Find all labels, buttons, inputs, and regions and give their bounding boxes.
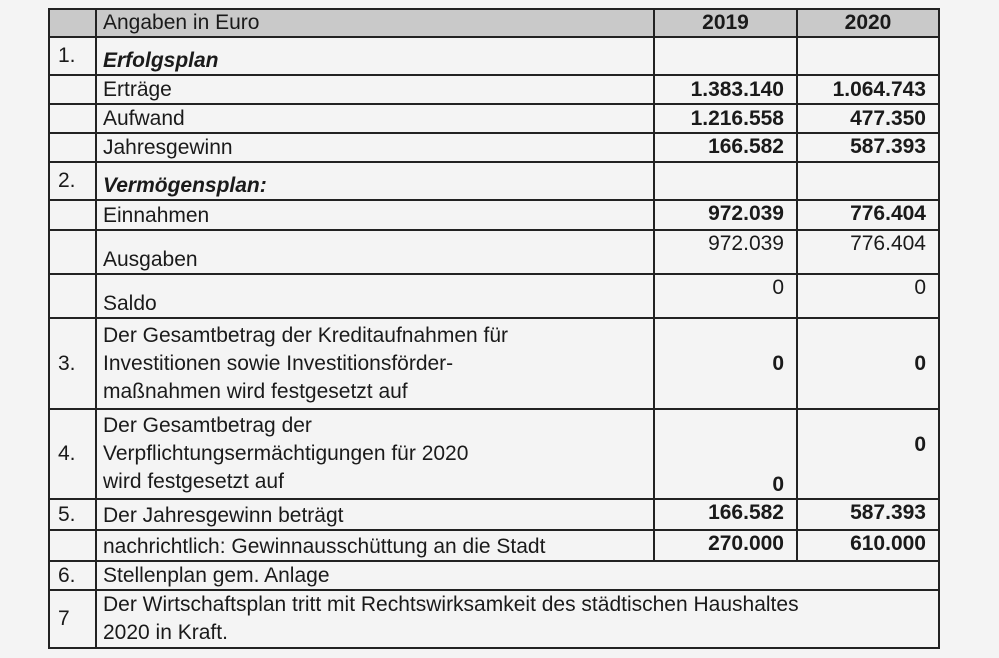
row-label	[96, 590, 939, 648]
table-row	[49, 104, 939, 133]
empty-cell	[49, 133, 96, 162]
label-line: wird festgesetzt auf	[103, 470, 284, 493]
value-2019: 972.039	[654, 200, 797, 230]
empty-cell	[49, 104, 96, 133]
header-2020: 2020	[797, 9, 939, 37]
value-2019: 0	[654, 409, 797, 499]
table-row	[49, 499, 939, 530]
value-2019: 166.582	[654, 133, 797, 162]
value-2019: 270.000	[654, 530, 797, 561]
row-label	[96, 409, 654, 499]
header-index-cell	[49, 9, 96, 37]
row-number: 4.	[49, 409, 96, 499]
row-label: nachrichtlich: Gewinnausschüttung an die Stadt	[96, 530, 654, 561]
row-label: Saldo	[96, 274, 654, 318]
value-2020: 776.404	[797, 230, 939, 274]
header-label: Angaben in Euro	[96, 9, 654, 37]
table-row	[49, 75, 939, 104]
row-label: Einnahmen	[96, 200, 654, 230]
row-number: 7	[49, 590, 96, 648]
row-number: 1.	[49, 37, 96, 75]
row-label: Jahresgewinn	[96, 133, 654, 162]
value-2020: 0	[797, 318, 939, 409]
row-label: Erträge	[96, 75, 654, 104]
label-line: Investitionen sowie Investitionsförder-	[103, 351, 454, 375]
value-2019: 166.582	[654, 499, 797, 530]
empty-cell	[49, 75, 96, 104]
value-2020: 0	[797, 274, 939, 318]
table-row	[49, 409, 939, 499]
table-row	[49, 274, 939, 318]
table-row	[49, 530, 939, 561]
empty-cell	[49, 230, 96, 274]
value-2020: 776.404	[797, 200, 939, 230]
label-line: maßnahmen wird festgesetzt auf	[103, 379, 408, 403]
row-number: 3.	[49, 318, 96, 409]
value-2020: 587.393	[797, 499, 939, 530]
empty-cell	[654, 37, 797, 75]
value-2020: 610.000	[797, 530, 939, 561]
empty-cell	[49, 200, 96, 230]
label-line: 2020 in Kraft.	[103, 621, 228, 644]
section-erfolgsplan-row	[49, 37, 939, 75]
empty-cell	[49, 274, 96, 318]
table-row	[49, 230, 939, 274]
label-line: Der Gesamtbetrag der	[103, 414, 312, 437]
value-2019: 1.216.558	[654, 104, 797, 133]
empty-cell	[797, 37, 939, 75]
row-label	[96, 318, 654, 409]
empty-cell	[797, 162, 939, 200]
empty-cell	[654, 162, 797, 200]
value-2019: 1.383.140	[654, 75, 797, 104]
budget-table	[48, 8, 940, 649]
section-vermoegensplan-row	[49, 162, 939, 200]
value-2020: 477.350	[797, 104, 939, 133]
label-line: Verpflichtungsermächtigungen für 2020	[103, 442, 469, 465]
header-2019: 2019	[654, 9, 797, 37]
row-number: 6.	[49, 561, 96, 590]
section-title: Erfolgsplan	[96, 37, 654, 75]
value-2019: 0	[654, 318, 797, 409]
table-row	[49, 133, 939, 162]
row-label: Aufwand	[96, 104, 654, 133]
value-2019: 0	[654, 274, 797, 318]
table-row	[49, 200, 939, 230]
row-number: 2.	[49, 162, 96, 200]
row-number: 5.	[49, 499, 96, 530]
row-label: Stellenplan gem. Anlage	[96, 561, 939, 590]
row-label: Der Jahresgewinn beträgt	[96, 499, 654, 530]
table-row	[49, 561, 939, 590]
value-2020: 1.064.743	[797, 75, 939, 104]
header-row	[49, 9, 939, 37]
table-row	[49, 318, 939, 409]
label-line: Der Wirtschaftsplan tritt mit Rechtswirksamkeit des städtischen Haushaltes	[103, 593, 799, 616]
section-title: Vermögensplan:	[96, 162, 654, 200]
label-line: Der Gesamtbetrag der Kreditaufnahmen für	[103, 323, 509, 347]
row-label: Ausgaben	[96, 230, 654, 274]
value-2020: 587.393	[797, 133, 939, 162]
value-2019: 972.039	[654, 230, 797, 274]
table-row	[49, 590, 939, 648]
value-2020: 0	[797, 409, 939, 499]
empty-cell	[49, 530, 96, 561]
